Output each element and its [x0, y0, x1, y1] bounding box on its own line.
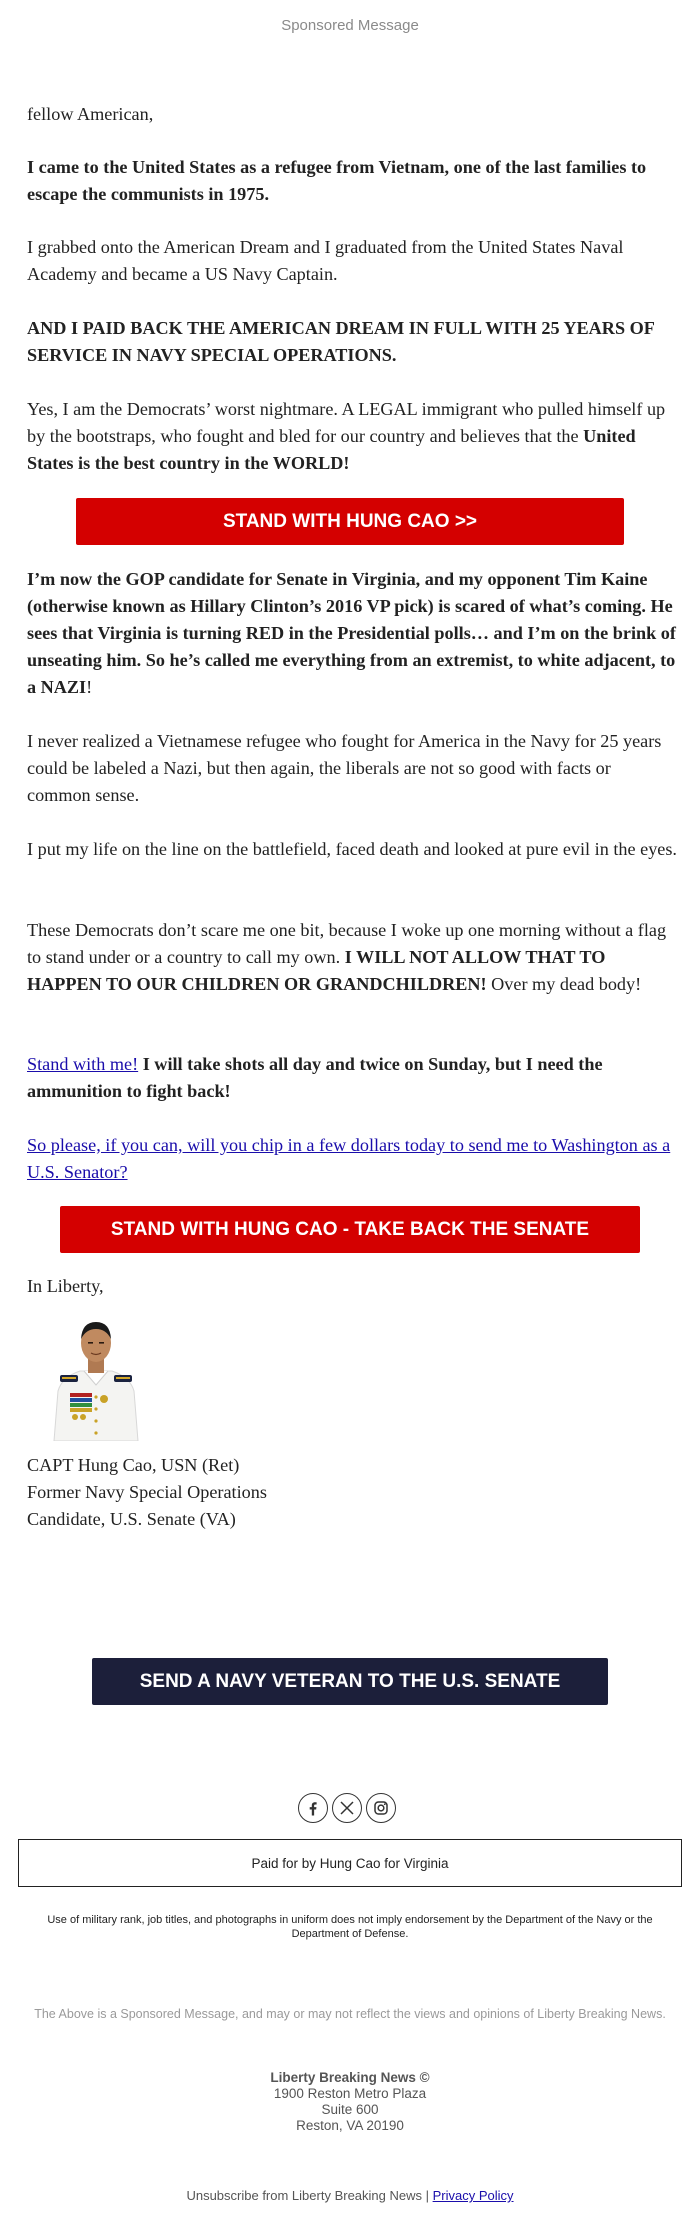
- closing: In Liberty,: [27, 1276, 104, 1296]
- take-back-senate-button[interactable]: STAND WITH HUNG CAO - TAKE BACK THE SENATE: [60, 1206, 640, 1253]
- social-links: [298, 1793, 396, 1823]
- privacy-policy-link[interactable]: Privacy Policy: [432, 2188, 514, 2203]
- chip-in-link[interactable]: So please, if you can, will you chip in a few dollars today to send me to Washington as a U.S. Senator?: [27, 1135, 671, 1182]
- military-disclaimer: Use of military rank, job titles, and photographs in uniform does not imply endorsement by the Department of the Navy or the Department of Defense.: [47, 1914, 653, 1940]
- paragraph-battlefield: I put my life on the line on the battlefield, faced death and looked at pure evil in the eyes.: [27, 839, 677, 859]
- sponsored-label: Sponsored Message: [281, 17, 419, 34]
- paragraph-democrats: These Democrats don’t scare me one bit, because I woke up one morning without a flag to stand under or a country to call my own. I WILL NOT ALLOW THAT TO HAPPEN TO OUR CHILDREN OR GRANDCHILDREN! Over my dead body!: [27, 920, 667, 994]
- paragraph-refugee: I came to the United States as a refugee from Vietnam, one of the last families to escape the communists in 1975.: [27, 157, 647, 204]
- stand-with-hung-cao-button[interactable]: STAND WITH HUNG CAO >>: [76, 498, 624, 545]
- paragraph-gop-candidate: I’m now the GOP candidate for Senate in Virginia, and my opponent Tim Kaine (otherwise known as Hillary Clinton’s 2016 VP pick) is scared of what’s coming. He sees that Virginia is turning RED in the Presidential polls… and I’m on the brink of unseating him. So he’s called me everything from an extremist, to white adjacent, to a NAZI!: [27, 569, 676, 697]
- sponsored-note: The Above is a Sponsored Message, and may or may not reflect the views and opinions of Liberty Breaking News.: [34, 2007, 666, 2021]
- signature-block: [27, 1452, 677, 1533]
- x-icon[interactable]: [332, 1793, 362, 1823]
- facebook-icon[interactable]: [298, 1793, 328, 1823]
- paragraph-service: AND I PAID BACK THE AMERICAN DREAM IN FULL WITH 25 YEARS OF SERVICE IN NAVY SPECIAL OPERATIONS.: [27, 318, 655, 365]
- sender-address: Liberty Breaking News © 1900 Reston Metro Plaza Suite 600 Reston, VA 20190: [0, 2070, 700, 2134]
- paragraph-naval-academy: I grabbed onto the American Dream and I graduated from the United States Naval Academy and became a US Navy Captain.: [27, 237, 624, 284]
- signature-title: Former Navy Special Operations: [27, 1482, 267, 1502]
- unsubscribe-link[interactable]: Unsubscribe from Liberty Breaking News: [186, 2188, 422, 2203]
- footer-links: Unsubscribe from Liberty Breaking News | Privacy Policy: [186, 2188, 514, 2203]
- stand-with-me-link[interactable]: Stand with me!: [27, 1054, 139, 1074]
- paragraph-worst-nightmare: Yes, I am the Democrats’ worst nightmare. A LEGAL immigrant who pulled himself up by the bootstraps, who fought and bled for our country and believes that the United States is the best country in the WORLD!: [27, 399, 666, 473]
- paragraph-chip-in: [27, 1132, 677, 1186]
- send-navy-veteran-button[interactable]: SEND A NAVY VETERAN TO THE U.S. SENATE: [92, 1658, 608, 1705]
- greeting: fellow American,: [27, 104, 154, 124]
- paid-for-box: Paid for by Hung Cao for Virginia: [18, 1839, 682, 1887]
- paragraph-refugee-nazi: I never realized a Vietnamese refugee who fought for America in the Navy for 25 years could be labeled a Nazi, but then again, the liberals are not so good with facts or common sense.: [27, 731, 662, 805]
- paragraph-stand-with-me: Stand with me! I will take shots all day and twice on Sunday, but I need the ammunition to fight back!: [27, 1054, 603, 1101]
- candidate-portrait: [46, 1313, 146, 1441]
- org-name: Liberty Breaking News ©: [270, 2070, 430, 2085]
- signature-name: CAPT Hung Cao, USN (Ret): [27, 1455, 240, 1475]
- signature-candidacy: Candidate, U.S. Senate (VA): [27, 1509, 236, 1529]
- instagram-icon[interactable]: [366, 1793, 396, 1823]
